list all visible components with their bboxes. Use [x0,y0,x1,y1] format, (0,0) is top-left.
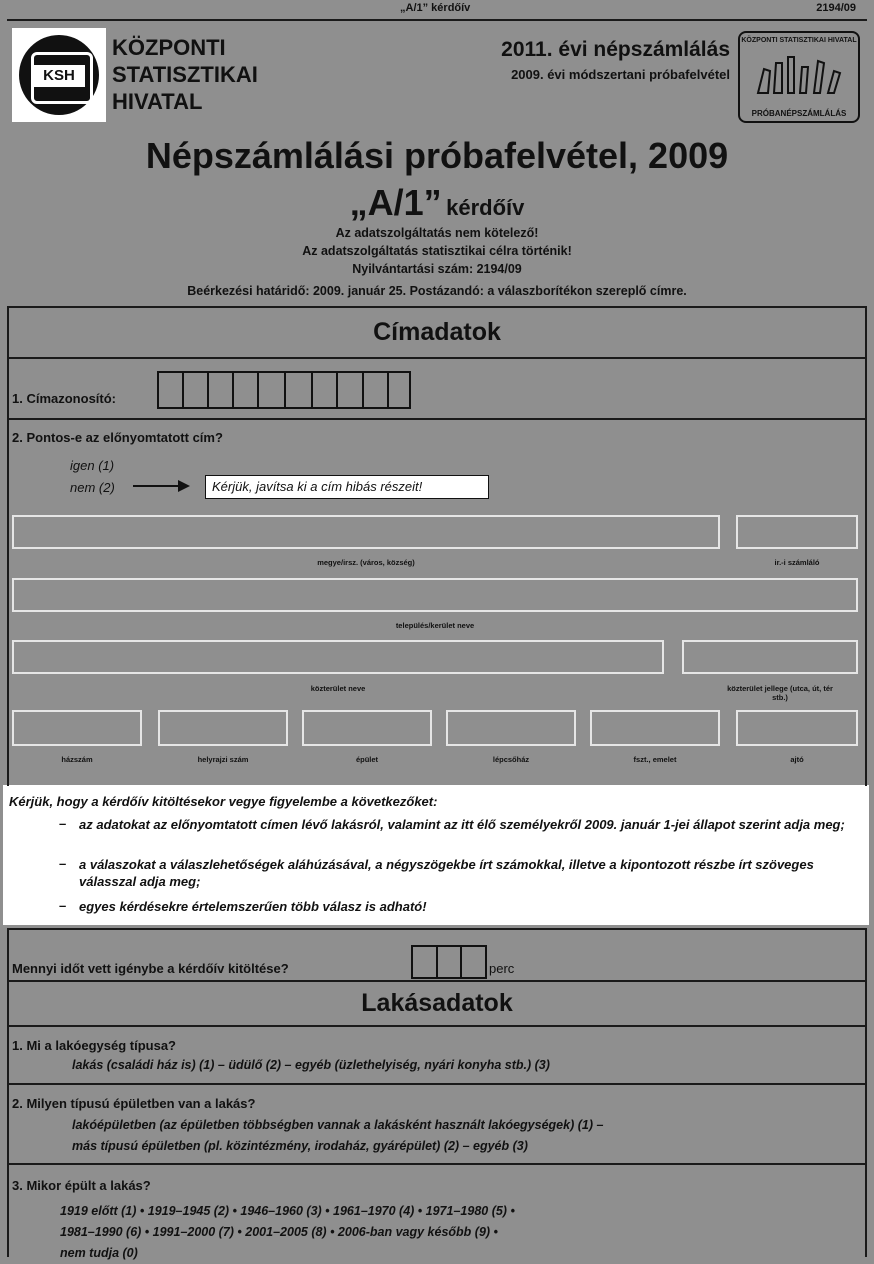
construction-year-options[interactable]: nem tudja (0) [60,1246,138,1260]
settlement-label: település/kerület neve [395,621,475,630]
building-field[interactable] [302,710,432,746]
house-number-field[interactable] [12,710,142,746]
address-correct-question: 2. Pontos-e az előnyomtatott cím? [12,430,223,445]
form-title: „A/1” kérdőív [349,182,525,223]
floor-label: fszt., emelet [633,755,677,764]
arrow-icon [133,485,181,487]
option-no[interactable]: nem (2) [70,480,115,495]
logo-text: KSH [33,65,85,87]
house-number-label: házszám [61,755,93,764]
address-id-input[interactable] [157,371,411,409]
street-type-field[interactable] [682,640,858,674]
street-type-label: közterület jellege (utca, út, tér stb.) [727,684,833,702]
street-label: közterület neve [310,684,366,693]
postcode-label: ir.-i számláló [774,558,820,567]
time-question: Mennyi időt vett igénybe a kérdőív kitöltése? [12,961,289,976]
street-field[interactable] [12,640,664,674]
divider [7,19,867,21]
instructions-intro: Kérjük, hogy a kérdőív kitöltésekor vegye figyelembe a következőket: [9,794,438,809]
settlement-field[interactable] [12,578,858,612]
notice-not-mandatory: Az adatszolgáltatás nem kötelező! [335,226,539,240]
deadline-line: Beérkezési határidő: 2009. január 25. Postázandó: a válaszborítékon szereplő címre. [187,284,687,298]
top-bar [0,0,874,20]
instructions-box: Kérjük, hogy a kérdőív kitöltésekor vegye figyelembe a következőket: – az adatokat az előnyomtatott címen lévő lakásról, valamint az itt élő személyekről 2009. január 1-jei állapot szerint adja meg; – a válaszokat a válaszlehetőségek aláhúzásával, a négyszögekbe írt számokkal, illetve a kipontozott részbe írt szöveges válasszal adja meg; – egyes kérdésekre értelemszerűen több válasz is adható! [3,785,869,925]
construction-year-options[interactable]: 1919 előtt (1) • 1919–1945 (2) • 1946–1960 (3) • 1961–1970 (4) • 1971–1980 (5) • [60,1204,515,1218]
organization-name: KÖZPONTI STATISZTIKAI HIVATAL [112,35,258,114]
postcode-field[interactable] [736,515,858,549]
census-subtitle: 2009. évi módszertani próbafelvétel [511,67,730,82]
correction-callout: Kérjük, javítsa ki a cím hibás részeit! [205,475,489,499]
door-label: ajtó [790,755,804,764]
census-title: 2011. évi népszámlálás [501,38,730,61]
page-title: Népszámlálási próbafelvétel, 2009 [145,135,729,176]
county-label: megye/irsz. (város, község) [317,558,415,567]
counting-hands-icon [754,49,844,101]
option-yes[interactable]: igen (1) [70,458,115,473]
building-label: épület [355,755,379,764]
minutes-unit: perc [489,961,515,976]
section-heading-dwelling: Lakásadatok [361,989,513,1017]
building-type-question: 2. Milyen típusú épületben van a lakás? [12,1096,256,1111]
floor-field[interactable] [590,710,720,746]
door-field[interactable] [736,710,858,746]
census-stamp: KÖZPONTI STATISZTIKAI HIVATAL PRÓBANÉPSZÁMLÁLÁS [738,31,860,123]
instruction-item: a válaszokat a válaszlehetőségek aláhúzásával, a négyszögekbe írt számokkal, illetve a kipontozott részbe írt szöveges válasszal adja meg; [79,857,814,889]
construction-year-options[interactable]: 1981–1990 (6) • 1991–2000 (7) • 2001–2005 (8) • 2006-ban vagy később (9) • [60,1225,498,1239]
county-field[interactable] [12,515,720,549]
minutes-input[interactable] [411,945,487,979]
registration-line: Nyilvántartási szám: 2194/09 [352,262,522,276]
ksh-logo [12,28,106,122]
staircase-field[interactable] [446,710,576,746]
notice-statistical-purpose: Az adatszolgáltatás statisztikai célra történik! [302,244,572,258]
address-id-label: 1. Címazonosító: [12,391,117,406]
registration-number: 2194/09 [816,2,856,14]
lot-number-label: helyrajzi szám [197,755,249,764]
building-type-options[interactable]: lakóépületben (az épületben többségben vannak a lakásként használt lakóegységek) (1) – [72,1118,604,1132]
dwelling-type-options[interactable]: lakás (családi ház is) (1) – üdülő (2) – egyéb (üzlethelyiség, nyári konyha stb.) (3) [72,1058,550,1072]
instruction-item: az adatokat az előnyomtatott címen lévő lakásról, valamint az itt élő személyekről 2009. január 1-jei állapot szerint adja meg; [79,817,845,832]
form-code-label: „A/1” kérdőív [400,2,471,14]
instruction-item: egyes kérdésekre értelemszerűen több válasz is adható! [79,899,427,914]
construction-year-question: 3. Mikor épült a lakás? [12,1178,151,1193]
dwelling-type-question: 1. Mi a lakóegység típusa? [12,1038,176,1053]
section-heading-address: Címadatok [373,318,501,346]
staircase-label: lépcsőház [492,755,530,764]
building-type-options[interactable]: más típusú épületben (pl. közintézmény, irodaház, gyárépület) (2) – egyéb (3) [72,1139,528,1153]
lot-number-field[interactable] [158,710,288,746]
